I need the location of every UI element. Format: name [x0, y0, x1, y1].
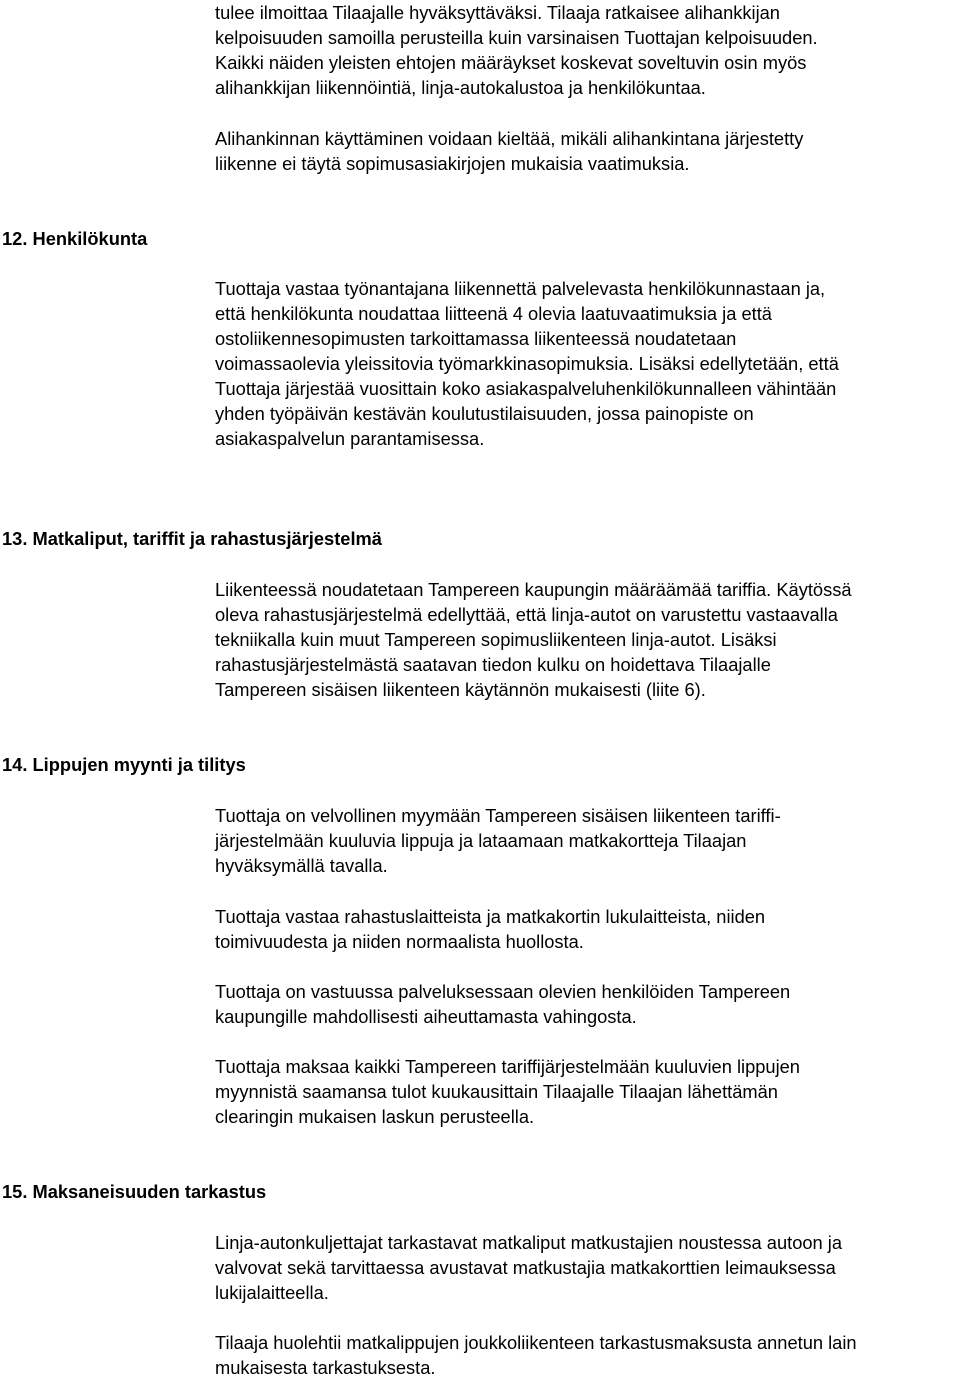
section-heading-12: 12. Henkilökunta — [2, 228, 148, 249]
section-heading-13: 13. Matkaliput, tariffit ja rahastusjärjestelmä — [2, 528, 382, 549]
section-heading-14: 14. Lippujen myynti ja tilitys — [2, 754, 246, 775]
paragraph-subcontractor-eligibility: tulee ilmoittaa Tilaajalle hyväksyttäväksi. Tilaaja ratkaisee alihankkijan kelpoisuuden samoilla perusteilla kuin varsinaisen Tuottajan kelpoisuuden. Kaikki näiden yleisten ehtojen määräykset koskevat soveltuvin osin myös alihankkijan liikennöintiä, linja-autokalustoa ja henkilökuntaa. — [215, 2, 818, 98]
paragraph-inspection-fee: Tilaaja huolehtii matkalippujen joukkoliikenteen tarkastusmaksusta annetun lain mukaisesta tarkastuksesta. — [215, 1332, 857, 1378]
section-heading-15: 15. Maksaneisuuden tarkastus — [2, 1181, 267, 1202]
paragraph-fare-equipment: Tuottaja vastaa rahastuslaitteista ja matkakortin lukulaitteista, niiden toimivuudesta ja niiden normaalista huollosta. — [215, 906, 766, 952]
paragraph-liability: Tuottaja on vastuussa palveluksessaan olevien henkilöiden Tampereen kaupungille mahdollisesti aiheuttamasta vahingosta. — [215, 981, 791, 1027]
paragraph-tariffs: Liikenteessä noudatetaan Tampereen kaupungin määräämää tariffia. Käytössä oleva rahastusjärjestelmä edellyttää, että linja-autot on varustettu vastaavalla tekniikalla kuin muut Tampereen sopimusliikenteen linja-autot. Lisäksi rahastusjärjestelmästä saatavan tiedon kulku on hoidettava Tilaajalle Tampereen sisäisen liikenteen käytännön mukaisesti (liite 6). — [215, 579, 852, 700]
paragraph-subcontracting-prohibition: Alihankinnan käyttäminen voidaan kieltää, mikäli alihankintana järjestetty liikenne ei täytä sopimusasiakirjojen mukaisia vaatimuksia. — [215, 128, 804, 174]
paragraph-ticket-inspection: Linja-autonkuljettajat tarkastavat matkaliput matkustajien noustessa autoon ja valvovat sekä tarvittaessa avustavat matkustajia matkakorttien leimauksessa lukijalaitteella. — [215, 1232, 843, 1303]
paragraph-revenue-settlement: Tuottaja maksaa kaikki Tampereen tariffijärjestelmään kuuluvien lippujen myynnistä saamansa tulot kuukausittain Tilaajalle Tilaajan lähettämän clearingin mukaisen laskun perusteella. — [215, 1056, 800, 1127]
paragraph-ticket-sales: Tuottaja on velvollinen myymään Tampereen sisäisen liikenteen tariffi- järjestelmään kuuluvia lippuja ja lataamaan matkakortteja Tilaajan hyväksymällä tavalla. — [215, 805, 781, 876]
paragraph-personnel: Tuottaja vastaa työnantajana liikennettä palvelevasta henkilökunnastaan ja, että henkilökunta noudattaa liitteenä 4 olevia laatuvaatimuksia ja että ostoliikennesopimusten tarkoittamassa liikenteessä noudatetaan voimassaolevia yleissitovia työmarkkinasopimuksia. Lisäksi edellytetään, että Tuottaja järjestää vuosittain koko asiakaspalveluhenkilökunnalleen vähintään yhden työpäivän kestävän koulutustilaisuuden, jossa painopiste on asiakaspalvelun parantamisessa. — [215, 278, 839, 449]
